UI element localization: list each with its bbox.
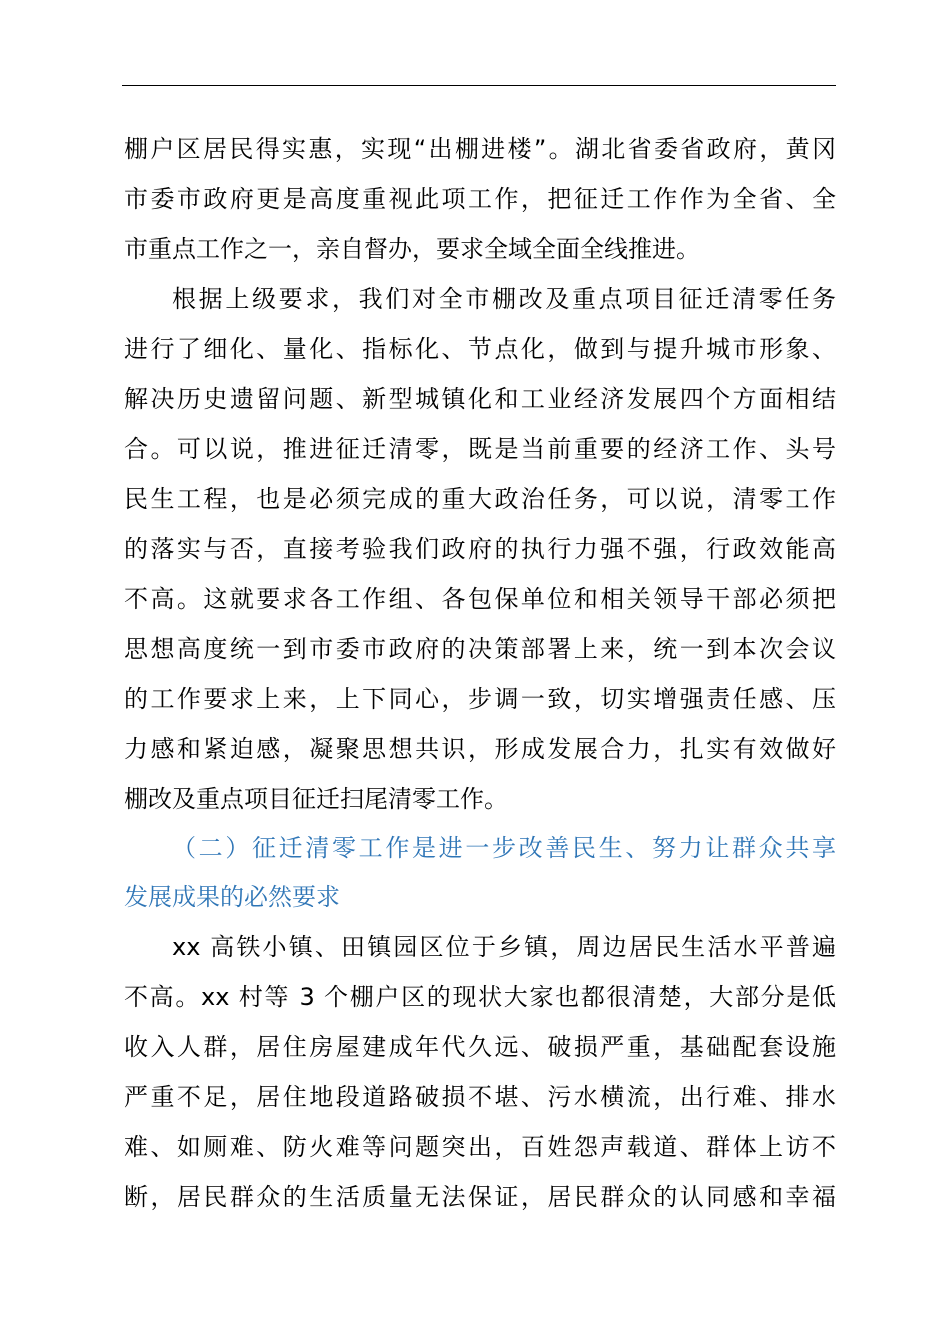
paragraph-line: xx 高铁小镇、田镇园区位于乡镇，周边居民生活水平普遍	[172, 933, 836, 961]
paragraph-line: 不高。xx 村等 3 个棚户区的现状大家也都很清楚，大部分是低	[124, 983, 836, 1011]
paragraph-line: 进行了细化、量化、指标化、节点化，做到与提升城市形象、	[124, 335, 836, 363]
paragraph-line: 民生工程，也是必须完成的重大政治任务，可以说，清零工作	[124, 485, 836, 513]
paragraph-line: 棚改及重点项目征迁扫尾清零工作。	[124, 785, 508, 813]
paragraph-line: 的工作要求上来，上下同心，步调一致，切实增强责任感、压	[124, 685, 836, 713]
paragraph-line: 力感和紧迫感，凝聚思想共识，形成发展合力，扎实有效做好	[124, 735, 836, 763]
paragraph-line: 收入人群，居住房屋建成年代久远、破损严重，基础配套设施	[124, 1033, 836, 1061]
section-heading-line: 发展成果的必然要求	[124, 883, 340, 911]
paragraph-line: 断，居民群众的生活质量无法保证，居民群众的认同感和幸福	[124, 1183, 836, 1211]
header-rule	[122, 85, 836, 86]
section-heading-line: （二）征迁清零工作是进一步改善民生、努力让群众共享	[172, 834, 836, 862]
paragraph-line: 难、如厕难、防火难等问题突出，百姓怨声载道、群体上访不	[124, 1133, 836, 1161]
paragraph-line: 根据上级要求，我们对全市棚改及重点项目征迁清零任务	[172, 285, 836, 313]
paragraph-line: 市重点工作之一，亲自督办，要求全域全面全线推进。	[124, 235, 700, 263]
paragraph-line: 不高。这就要求各工作组、各包保单位和相关领导干部必须把	[124, 585, 836, 613]
paragraph-line: 棚户区居民得实惠，实现“出棚进楼”。湖北省委省政府，黄冈	[124, 135, 836, 163]
paragraph-line: 思想高度统一到市委市政府的决策部署上来，统一到本次会议	[124, 635, 836, 663]
paragraph-line: 合。可以说，推进征迁清零，既是当前重要的经济工作、头号	[124, 435, 836, 463]
paragraph-line: 的落实与否，直接考验我们政府的执行力强不强，行政效能高	[124, 535, 836, 563]
paragraph-line: 市委市政府更是高度重视此项工作，把征迁工作作为全省、全	[124, 185, 836, 213]
paragraph-line: 严重不足，居住地段道路破损不堪、污水横流，出行难、排水	[124, 1083, 836, 1111]
paragraph-line: 解决历史遗留问题、新型城镇化和工业经济发展四个方面相结	[124, 385, 836, 413]
